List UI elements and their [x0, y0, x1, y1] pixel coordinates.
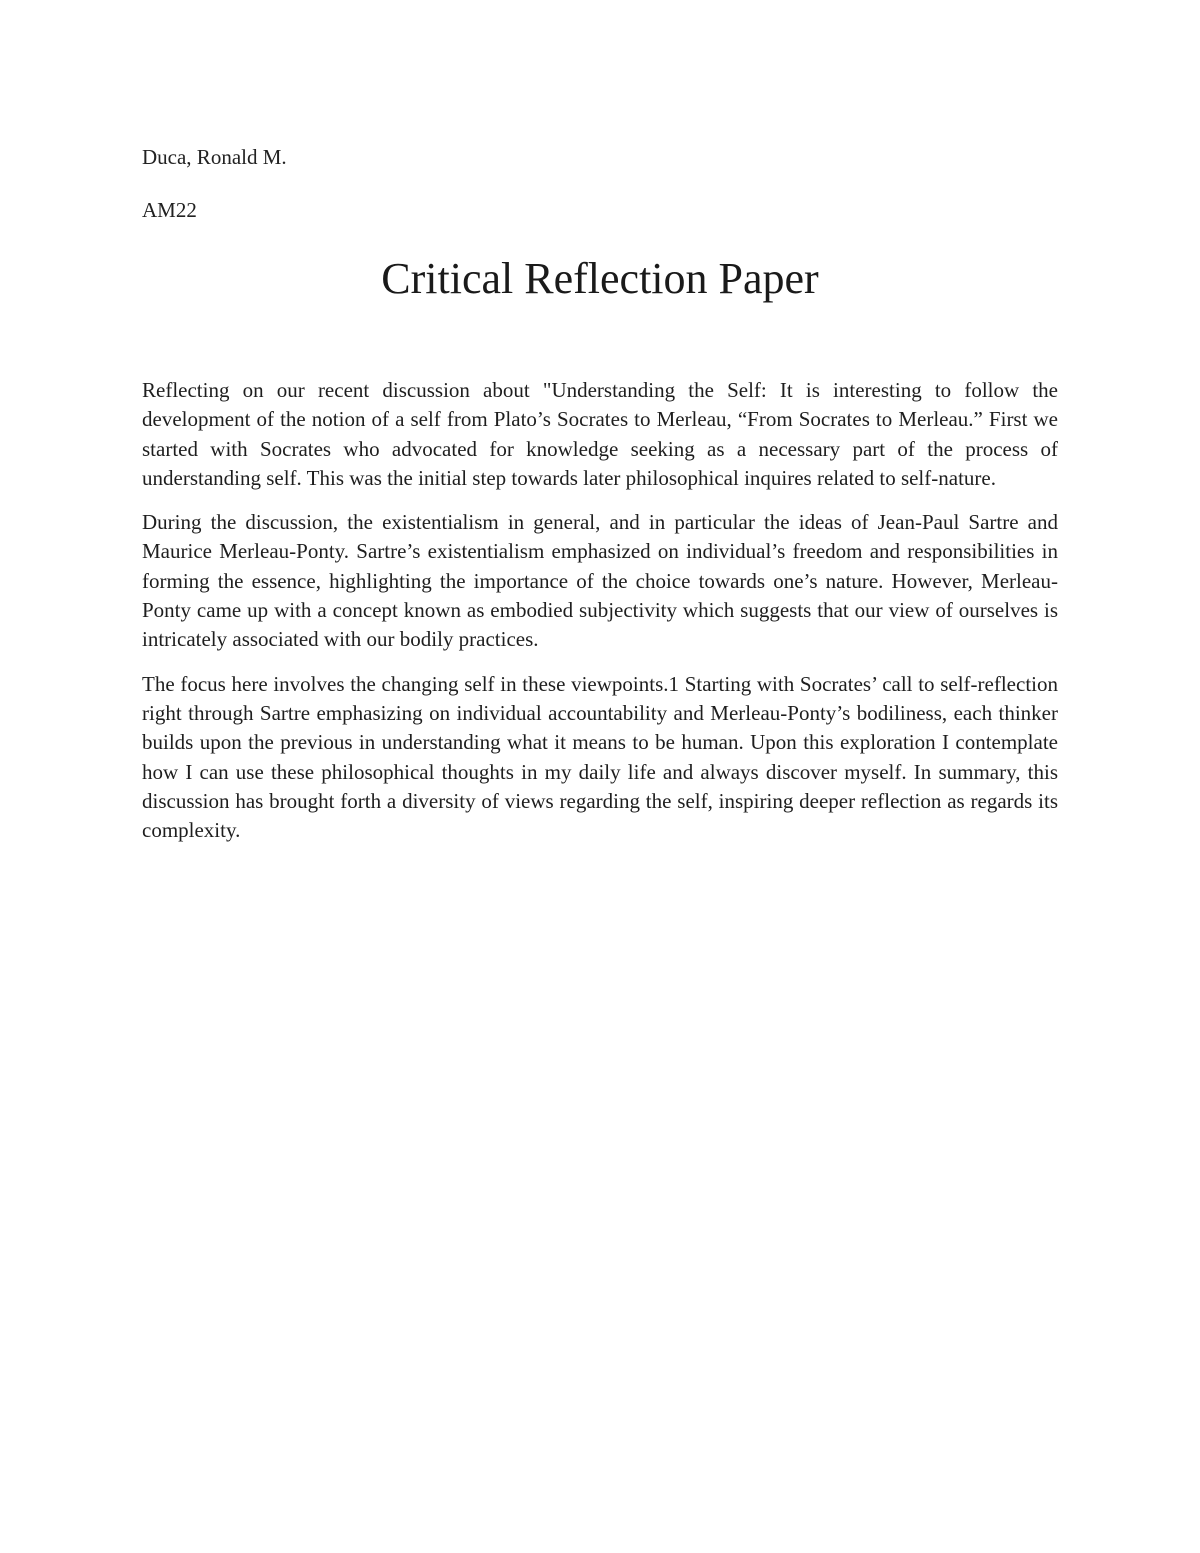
paragraph-2: During the discussion, the existentialism in general, and in particular the ideas of Jean-Paul Sartre and Maurice Merleau-Ponty. Sartre’s existentialism emphasized on individual’s freedom and responsibilities in forming the essence, highlighting the importance of the choice towards one’s nature. However, Merleau-Ponty came up with a concept known as embodied subjectivity which suggests that our view of ourselves is intricately associated with our bodily practices.: [142, 510, 1058, 652]
paragraph-1: Reflecting on our recent discussion about "Understanding the Self: It is interesting to follow the development of the notion of a self from Plato’s Socrates to Merleau, “From Socrates to Merleau.” First we started with Socrates who advocated for knowledge seeking as a necessary part of the process of understanding self. This was the initial step towards later philosophical inquires related to self-nature.: [142, 378, 1058, 490]
document-body: [142, 376, 1058, 860]
page-title: Critical Reflection Paper: [381, 254, 819, 303]
author-name: Duca, Ronald M.: [142, 145, 287, 169]
section-code: AM22: [142, 198, 197, 222]
paragraph-3: The focus here involves the changing self in these viewpoints.1 Starting with Socrates’ call to self-reflection right through Sartre emphasizing on individual accountability and Merleau-Ponty’s bodiliness, each thinker builds upon the previous in understanding what it means to be human. Upon this exploration I contemplate how I can use these philosophical thoughts in my daily life and always discover myself. In summary, this discussion has brought forth a diversity of views regarding the self, inspiring deeper reflection as regards its complexity.: [142, 671, 1058, 843]
